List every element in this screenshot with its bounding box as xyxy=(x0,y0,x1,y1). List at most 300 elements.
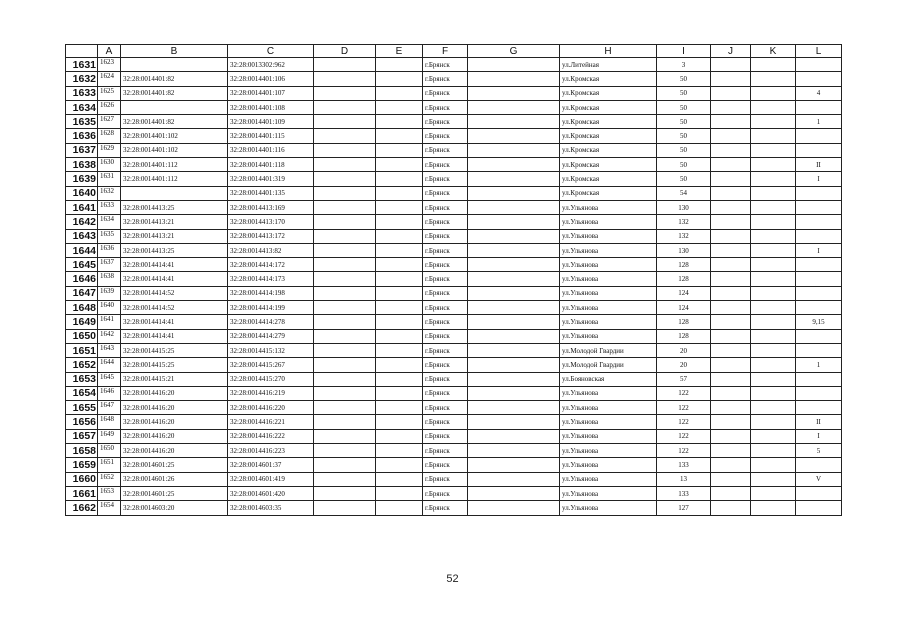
column-header-k[interactable]: K xyxy=(751,45,796,58)
cell-a[interactable]: 1625 xyxy=(98,86,121,100)
cell-d[interactable] xyxy=(314,444,376,458)
row-number[interactable]: 1638 xyxy=(66,158,98,172)
cell-j[interactable] xyxy=(711,329,751,343)
cell-b[interactable]: 32:28:0014414:41 xyxy=(121,315,228,329)
row-number[interactable]: 1659 xyxy=(66,458,98,472)
cell-h[interactable]: ул.Ульянова xyxy=(560,429,657,443)
cell-i[interactable]: 130 xyxy=(657,243,711,257)
cell-a[interactable]: 1637 xyxy=(98,258,121,272)
cell-l[interactable] xyxy=(796,186,842,200)
cell-d[interactable] xyxy=(314,472,376,486)
cell-h[interactable]: ул.Кромская xyxy=(560,158,657,172)
cell-e[interactable] xyxy=(376,444,423,458)
cell-a[interactable]: 1653 xyxy=(98,486,121,500)
cell-k[interactable] xyxy=(751,143,796,157)
cell-k[interactable] xyxy=(751,372,796,386)
cell-g[interactable] xyxy=(468,129,560,143)
cell-k[interactable] xyxy=(751,272,796,286)
cell-l[interactable] xyxy=(796,486,842,500)
cell-e[interactable] xyxy=(376,215,423,229)
cell-l[interactable] xyxy=(796,286,842,300)
cell-k[interactable] xyxy=(751,329,796,343)
cell-a[interactable]: 1636 xyxy=(98,243,121,257)
cell-k[interactable] xyxy=(751,386,796,400)
cell-f[interactable]: г.Брянск xyxy=(423,301,468,315)
cell-j[interactable] xyxy=(711,343,751,357)
cell-k[interactable] xyxy=(751,501,796,515)
cell-e[interactable] xyxy=(376,72,423,86)
row-number[interactable]: 1635 xyxy=(66,115,98,129)
row-number[interactable]: 1641 xyxy=(66,200,98,214)
cell-i[interactable]: 122 xyxy=(657,401,711,415)
cell-e[interactable] xyxy=(376,200,423,214)
cell-d[interactable] xyxy=(314,415,376,429)
cell-g[interactable] xyxy=(468,444,560,458)
cell-i[interactable]: 50 xyxy=(657,100,711,114)
cell-k[interactable] xyxy=(751,115,796,129)
cell-l[interactable]: II xyxy=(796,158,842,172)
cell-j[interactable] xyxy=(711,372,751,386)
row-number[interactable]: 1640 xyxy=(66,186,98,200)
cell-g[interactable] xyxy=(468,115,560,129)
cell-f[interactable]: г.Брянск xyxy=(423,315,468,329)
row-number[interactable]: 1646 xyxy=(66,272,98,286)
cell-l[interactable] xyxy=(796,272,842,286)
cell-k[interactable] xyxy=(751,358,796,372)
cell-h[interactable]: ул.Бояновская xyxy=(560,372,657,386)
cell-l[interactable] xyxy=(796,386,842,400)
cell-j[interactable] xyxy=(711,301,751,315)
cell-e[interactable] xyxy=(376,372,423,386)
cell-a[interactable]: 1631 xyxy=(98,172,121,186)
cell-k[interactable] xyxy=(751,215,796,229)
cell-b[interactable]: 32:28:0014414:41 xyxy=(121,272,228,286)
cell-g[interactable] xyxy=(468,100,560,114)
cell-a[interactable]: 1632 xyxy=(98,186,121,200)
cell-k[interactable] xyxy=(751,258,796,272)
cell-d[interactable] xyxy=(314,143,376,157)
cell-i[interactable]: 20 xyxy=(657,358,711,372)
cell-i[interactable]: 3 xyxy=(657,58,711,72)
cell-e[interactable] xyxy=(376,158,423,172)
cell-a[interactable]: 1634 xyxy=(98,215,121,229)
row-number[interactable]: 1656 xyxy=(66,415,98,429)
cell-g[interactable] xyxy=(468,386,560,400)
cell-d[interactable] xyxy=(314,129,376,143)
cell-i[interactable]: 132 xyxy=(657,215,711,229)
cell-c[interactable]: 32:28:0014413:172 xyxy=(228,229,314,243)
cell-l[interactable] xyxy=(796,143,842,157)
cell-b[interactable]: 32:28:0014414:41 xyxy=(121,329,228,343)
cell-j[interactable] xyxy=(711,115,751,129)
cell-d[interactable] xyxy=(314,372,376,386)
cell-d[interactable] xyxy=(314,100,376,114)
cell-g[interactable] xyxy=(468,301,560,315)
cell-d[interactable] xyxy=(314,272,376,286)
cell-e[interactable] xyxy=(376,258,423,272)
cell-h[interactable]: ул.Ульянова xyxy=(560,229,657,243)
cell-i[interactable]: 50 xyxy=(657,86,711,100)
row-number[interactable]: 1652 xyxy=(66,358,98,372)
cell-c[interactable]: 32:28:0014601:37 xyxy=(228,458,314,472)
cell-e[interactable] xyxy=(376,229,423,243)
cell-k[interactable] xyxy=(751,286,796,300)
cell-i[interactable]: 57 xyxy=(657,372,711,386)
cell-k[interactable] xyxy=(751,200,796,214)
cell-g[interactable] xyxy=(468,358,560,372)
cell-j[interactable] xyxy=(711,444,751,458)
cell-h[interactable]: ул.Кромская xyxy=(560,129,657,143)
cell-l[interactable]: 1 xyxy=(796,358,842,372)
cell-c[interactable]: 32:28:0014415:270 xyxy=(228,372,314,386)
cell-k[interactable] xyxy=(751,229,796,243)
cell-c[interactable]: 32:28:0014401:115 xyxy=(228,129,314,143)
cell-j[interactable] xyxy=(711,415,751,429)
cell-a[interactable]: 1629 xyxy=(98,143,121,157)
row-number[interactable]: 1647 xyxy=(66,286,98,300)
row-number[interactable]: 1653 xyxy=(66,372,98,386)
cell-f[interactable]: г.Брянск xyxy=(423,501,468,515)
cell-b[interactable]: 32:28:0014416:20 xyxy=(121,401,228,415)
cell-g[interactable] xyxy=(468,429,560,443)
cell-f[interactable]: г.Брянск xyxy=(423,415,468,429)
cell-g[interactable] xyxy=(468,143,560,157)
cell-g[interactable] xyxy=(468,58,560,72)
cell-k[interactable] xyxy=(751,86,796,100)
cell-j[interactable] xyxy=(711,243,751,257)
cell-b[interactable]: 32:28:0014601:25 xyxy=(121,458,228,472)
row-number[interactable]: 1657 xyxy=(66,429,98,443)
column-header-e[interactable]: E xyxy=(376,45,423,58)
cell-g[interactable] xyxy=(468,415,560,429)
cell-g[interactable] xyxy=(468,501,560,515)
cell-g[interactable] xyxy=(468,86,560,100)
cell-h[interactable]: ул.Ульянова xyxy=(560,258,657,272)
cell-c[interactable]: 32:28:0014414:173 xyxy=(228,272,314,286)
cell-k[interactable] xyxy=(751,444,796,458)
cell-k[interactable] xyxy=(751,415,796,429)
cell-l[interactable] xyxy=(796,200,842,214)
cell-a[interactable]: 1652 xyxy=(98,472,121,486)
cell-a[interactable]: 1648 xyxy=(98,415,121,429)
cell-c[interactable]: 32:28:0014401:118 xyxy=(228,158,314,172)
cell-d[interactable] xyxy=(314,458,376,472)
cell-e[interactable] xyxy=(376,315,423,329)
cell-d[interactable] xyxy=(314,243,376,257)
cell-i[interactable]: 124 xyxy=(657,301,711,315)
cell-l[interactable] xyxy=(796,72,842,86)
cell-e[interactable] xyxy=(376,343,423,357)
cell-h[interactable]: ул.Ульянова xyxy=(560,329,657,343)
cell-f[interactable]: г.Брянск xyxy=(423,100,468,114)
cell-a[interactable]: 1639 xyxy=(98,286,121,300)
cell-j[interactable] xyxy=(711,129,751,143)
cell-k[interactable] xyxy=(751,100,796,114)
cell-d[interactable] xyxy=(314,72,376,86)
cell-d[interactable] xyxy=(314,115,376,129)
cell-j[interactable] xyxy=(711,429,751,443)
cell-h[interactable]: ул.Ульянова xyxy=(560,286,657,300)
cell-e[interactable] xyxy=(376,115,423,129)
cell-k[interactable] xyxy=(751,486,796,500)
cell-j[interactable] xyxy=(711,401,751,415)
cell-c[interactable]: 32:28:0014401:116 xyxy=(228,143,314,157)
cell-i[interactable]: 122 xyxy=(657,429,711,443)
cell-e[interactable] xyxy=(376,429,423,443)
cell-f[interactable]: г.Брянск xyxy=(423,172,468,186)
cell-l[interactable]: 4 xyxy=(796,86,842,100)
cell-j[interactable] xyxy=(711,186,751,200)
cell-g[interactable] xyxy=(468,315,560,329)
cell-a[interactable]: 1654 xyxy=(98,501,121,515)
cell-f[interactable]: г.Брянск xyxy=(423,143,468,157)
cell-j[interactable] xyxy=(711,172,751,186)
cell-f[interactable]: г.Брянск xyxy=(423,186,468,200)
cell-f[interactable]: г.Брянск xyxy=(423,258,468,272)
cell-l[interactable] xyxy=(796,372,842,386)
cell-a[interactable]: 1644 xyxy=(98,358,121,372)
cell-k[interactable] xyxy=(751,158,796,172)
cell-l[interactable] xyxy=(796,501,842,515)
cell-j[interactable] xyxy=(711,258,751,272)
cell-a[interactable]: 1633 xyxy=(98,200,121,214)
cell-g[interactable] xyxy=(468,72,560,86)
cell-c[interactable]: 32:28:0013302:962 xyxy=(228,58,314,72)
cell-g[interactable] xyxy=(468,486,560,500)
cell-f[interactable]: г.Брянск xyxy=(423,444,468,458)
cell-e[interactable] xyxy=(376,358,423,372)
cell-i[interactable]: 50 xyxy=(657,158,711,172)
cell-d[interactable] xyxy=(314,58,376,72)
cell-l[interactable]: II xyxy=(796,415,842,429)
cell-h[interactable]: ул.Ульянова xyxy=(560,315,657,329)
cell-k[interactable] xyxy=(751,58,796,72)
cell-h[interactable]: ул.Кромская xyxy=(560,186,657,200)
cell-l[interactable] xyxy=(796,58,842,72)
row-number[interactable]: 1660 xyxy=(66,472,98,486)
cell-l[interactable] xyxy=(796,215,842,229)
cell-e[interactable] xyxy=(376,58,423,72)
cell-j[interactable] xyxy=(711,58,751,72)
column-header-h[interactable]: H xyxy=(560,45,657,58)
cell-g[interactable] xyxy=(468,458,560,472)
cell-b[interactable]: 32:28:0014414:41 xyxy=(121,258,228,272)
row-number[interactable]: 1654 xyxy=(66,386,98,400)
cell-h[interactable]: ул.Ульянова xyxy=(560,501,657,515)
cell-l[interactable] xyxy=(796,343,842,357)
cell-a[interactable]: 1641 xyxy=(98,315,121,329)
cell-e[interactable] xyxy=(376,86,423,100)
cell-c[interactable]: 32:28:0014416:223 xyxy=(228,444,314,458)
cell-c[interactable]: 32:28:0014401:108 xyxy=(228,100,314,114)
cell-f[interactable]: г.Брянск xyxy=(423,372,468,386)
cell-b[interactable]: 32:28:0014416:20 xyxy=(121,444,228,458)
cell-h[interactable]: ул.Ульянова xyxy=(560,472,657,486)
row-number[interactable]: 1642 xyxy=(66,215,98,229)
cell-c[interactable]: 32:28:0014415:132 xyxy=(228,343,314,357)
cell-k[interactable] xyxy=(751,186,796,200)
cell-l[interactable]: 9,15 xyxy=(796,315,842,329)
row-number[interactable]: 1661 xyxy=(66,486,98,500)
cell-h[interactable]: ул.Кромская xyxy=(560,143,657,157)
cell-b[interactable]: 32:28:0014413:25 xyxy=(121,243,228,257)
row-number[interactable]: 1643 xyxy=(66,229,98,243)
row-number[interactable]: 1651 xyxy=(66,343,98,357)
cell-a[interactable]: 1638 xyxy=(98,272,121,286)
cell-k[interactable] xyxy=(751,172,796,186)
cell-i[interactable]: 128 xyxy=(657,272,711,286)
cell-e[interactable] xyxy=(376,129,423,143)
cell-d[interactable] xyxy=(314,215,376,229)
cell-f[interactable]: г.Брянск xyxy=(423,58,468,72)
cell-k[interactable] xyxy=(751,72,796,86)
cell-g[interactable] xyxy=(468,172,560,186)
cell-c[interactable]: 32:28:0014414:199 xyxy=(228,301,314,315)
cell-l[interactable]: 5 xyxy=(796,444,842,458)
cell-h[interactable]: ул.Ульянова xyxy=(560,444,657,458)
cell-j[interactable] xyxy=(711,358,751,372)
cell-j[interactable] xyxy=(711,286,751,300)
cell-k[interactable] xyxy=(751,243,796,257)
cell-e[interactable] xyxy=(376,172,423,186)
cell-c[interactable]: 32:28:0014601:420 xyxy=(228,486,314,500)
cell-i[interactable]: 20 xyxy=(657,343,711,357)
cell-i[interactable]: 50 xyxy=(657,72,711,86)
cell-a[interactable]: 1635 xyxy=(98,229,121,243)
cell-c[interactable]: 32:28:0014413:169 xyxy=(228,200,314,214)
row-number[interactable]: 1639 xyxy=(66,172,98,186)
cell-c[interactable]: 32:28:0014414:172 xyxy=(228,258,314,272)
cell-a[interactable]: 1626 xyxy=(98,100,121,114)
cell-e[interactable] xyxy=(376,501,423,515)
cell-b[interactable]: 32:28:0014401:102 xyxy=(121,129,228,143)
cell-f[interactable]: г.Брянск xyxy=(423,358,468,372)
cell-d[interactable] xyxy=(314,200,376,214)
cell-g[interactable] xyxy=(468,258,560,272)
cell-d[interactable] xyxy=(314,343,376,357)
cell-h[interactable]: ул.Ульянова xyxy=(560,458,657,472)
cell-f[interactable]: г.Брянск xyxy=(423,72,468,86)
column-header-d[interactable]: D xyxy=(314,45,376,58)
cell-b[interactable]: 32:28:0014416:20 xyxy=(121,386,228,400)
cell-g[interactable] xyxy=(468,372,560,386)
column-header-c[interactable]: C xyxy=(228,45,314,58)
cell-f[interactable]: г.Брянск xyxy=(423,243,468,257)
cell-e[interactable] xyxy=(376,100,423,114)
cell-c[interactable]: 32:28:0014401:135 xyxy=(228,186,314,200)
cell-e[interactable] xyxy=(376,143,423,157)
cell-c[interactable]: 32:28:0014603:35 xyxy=(228,501,314,515)
cell-k[interactable] xyxy=(751,429,796,443)
cell-d[interactable] xyxy=(314,86,376,100)
cell-i[interactable]: 124 xyxy=(657,286,711,300)
row-number[interactable]: 1633 xyxy=(66,86,98,100)
cell-a[interactable]: 1628 xyxy=(98,129,121,143)
cell-e[interactable] xyxy=(376,329,423,343)
cell-a[interactable]: 1651 xyxy=(98,458,121,472)
cell-b[interactable]: 32:28:0014401:112 xyxy=(121,158,228,172)
cell-f[interactable]: г.Брянск xyxy=(423,215,468,229)
cell-j[interactable] xyxy=(711,315,751,329)
cell-l[interactable] xyxy=(796,229,842,243)
column-header-j[interactable]: J xyxy=(711,45,751,58)
cell-b[interactable]: 32:28:0014401:82 xyxy=(121,72,228,86)
cell-c[interactable]: 32:28:0014416:222 xyxy=(228,429,314,443)
cell-j[interactable] xyxy=(711,501,751,515)
cell-b[interactable] xyxy=(121,58,228,72)
cell-i[interactable]: 50 xyxy=(657,115,711,129)
row-number[interactable]: 1650 xyxy=(66,329,98,343)
cell-a[interactable]: 1650 xyxy=(98,444,121,458)
cell-a[interactable]: 1640 xyxy=(98,301,121,315)
column-header-g[interactable]: G xyxy=(468,45,560,58)
cell-g[interactable] xyxy=(468,186,560,200)
cell-d[interactable] xyxy=(314,401,376,415)
cell-f[interactable]: г.Брянск xyxy=(423,458,468,472)
cell-f[interactable]: г.Брянск xyxy=(423,343,468,357)
cell-g[interactable] xyxy=(468,200,560,214)
cell-c[interactable]: 32:28:0014401:107 xyxy=(228,86,314,100)
cell-d[interactable] xyxy=(314,186,376,200)
cell-j[interactable] xyxy=(711,200,751,214)
cell-e[interactable] xyxy=(376,286,423,300)
cell-b[interactable]: 32:28:0014601:26 xyxy=(121,472,228,486)
row-number[interactable]: 1645 xyxy=(66,258,98,272)
cell-g[interactable] xyxy=(468,272,560,286)
cell-d[interactable] xyxy=(314,486,376,500)
cell-k[interactable] xyxy=(751,343,796,357)
cell-k[interactable] xyxy=(751,401,796,415)
cell-a[interactable]: 1649 xyxy=(98,429,121,443)
cell-d[interactable] xyxy=(314,229,376,243)
cell-e[interactable] xyxy=(376,301,423,315)
cell-i[interactable]: 13 xyxy=(657,472,711,486)
corner-header-cell[interactable] xyxy=(66,45,98,58)
cell-c[interactable]: 32:28:0014414:278 xyxy=(228,315,314,329)
cell-a[interactable]: 1645 xyxy=(98,372,121,386)
cell-c[interactable]: 32:28:0014401:319 xyxy=(228,172,314,186)
cell-g[interactable] xyxy=(468,229,560,243)
cell-h[interactable]: ул.Ульянова xyxy=(560,486,657,500)
cell-j[interactable] xyxy=(711,86,751,100)
cell-d[interactable] xyxy=(314,501,376,515)
cell-g[interactable] xyxy=(468,243,560,257)
cell-d[interactable] xyxy=(314,429,376,443)
cell-b[interactable]: 32:28:0014415:25 xyxy=(121,343,228,357)
cell-i[interactable]: 133 xyxy=(657,458,711,472)
cell-l[interactable] xyxy=(796,100,842,114)
cell-f[interactable]: г.Брянск xyxy=(423,329,468,343)
cell-j[interactable] xyxy=(711,272,751,286)
cell-h[interactable]: ул.Кромская xyxy=(560,172,657,186)
cell-f[interactable]: г.Брянск xyxy=(423,200,468,214)
cell-b[interactable] xyxy=(121,186,228,200)
cell-g[interactable] xyxy=(468,472,560,486)
cell-g[interactable] xyxy=(468,401,560,415)
row-number[interactable]: 1655 xyxy=(66,401,98,415)
cell-h[interactable]: ул.Молодой Гвардии xyxy=(560,343,657,357)
cell-h[interactable]: ул.Ульянова xyxy=(560,200,657,214)
cell-i[interactable]: 50 xyxy=(657,172,711,186)
cell-b[interactable]: 32:28:0014415:21 xyxy=(121,372,228,386)
cell-b[interactable]: 32:28:0014415:25 xyxy=(121,358,228,372)
cell-b[interactable]: 32:28:0014413:21 xyxy=(121,215,228,229)
cell-f[interactable]: г.Брянск xyxy=(423,486,468,500)
row-number[interactable]: 1637 xyxy=(66,143,98,157)
cell-l[interactable] xyxy=(796,401,842,415)
cell-f[interactable]: г.Брянск xyxy=(423,272,468,286)
cell-j[interactable] xyxy=(711,486,751,500)
